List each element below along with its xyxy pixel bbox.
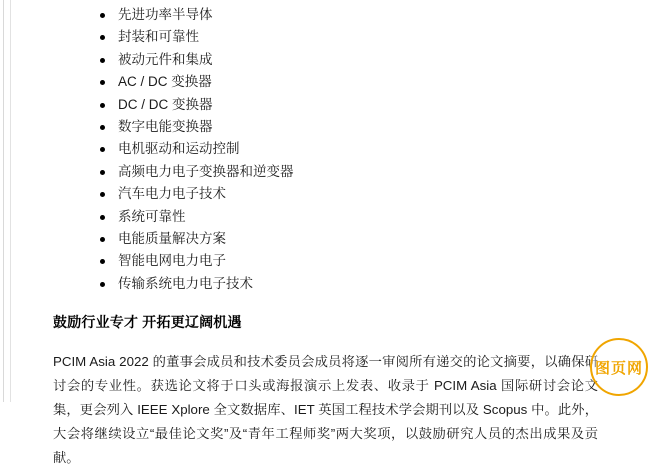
list-item: DC / DC 变换器: [88, 94, 618, 116]
list-item: 高频电力电子变换器和逆变器: [88, 161, 618, 183]
list-item: 封装和可靠性: [88, 26, 618, 48]
list-item: 传输系统电力电子技术: [88, 273, 618, 295]
page-left-rule-outer: [3, 0, 4, 402]
document-content: [18, 0, 618, 466]
watermark-label: 图页网: [594, 359, 643, 377]
list-item: AC / DC 变换器: [88, 71, 618, 93]
list-item: 系统可靠性: [88, 206, 618, 228]
list-item: 电能质量解决方案: [88, 228, 618, 250]
list-item: 智能电网电力电子: [88, 250, 618, 272]
section-heading: 鼓励行业专才 开拓更辽阔机遇: [53, 314, 242, 331]
page-left-rule-inner: [10, 0, 11, 402]
body-paragraph: PCIM Asia 2022 的董事会成员和技术委员会成员将逐一审阅所有递交的论文摘要，以确保研讨会的专业性。获选论文将于口头或海报演示上发表、收录于 PCIM Asia 国际研讨会论文集，更会列入 IEEE Xplore 全文数据库、IET 英国工程技术学会期刊以及 Scopus 中。此外，大会将继续设立“最佳论文奖”及“青年工程师奖”两大奖项，以鼓励研究人员的杰出成果及贡献。: [53, 354, 598, 466]
list-item: 数字电能变换器: [88, 116, 618, 138]
topic-bullet-list: [18, 0, 618, 295]
list-item: 电机驱动和运动控制: [88, 138, 618, 160]
list-item: 被动元件和集成: [88, 49, 618, 71]
list-item: 先进功率半导体: [88, 4, 618, 26]
watermark-badge: [590, 338, 648, 396]
list-item: 汽车电力电子技术: [88, 183, 618, 205]
